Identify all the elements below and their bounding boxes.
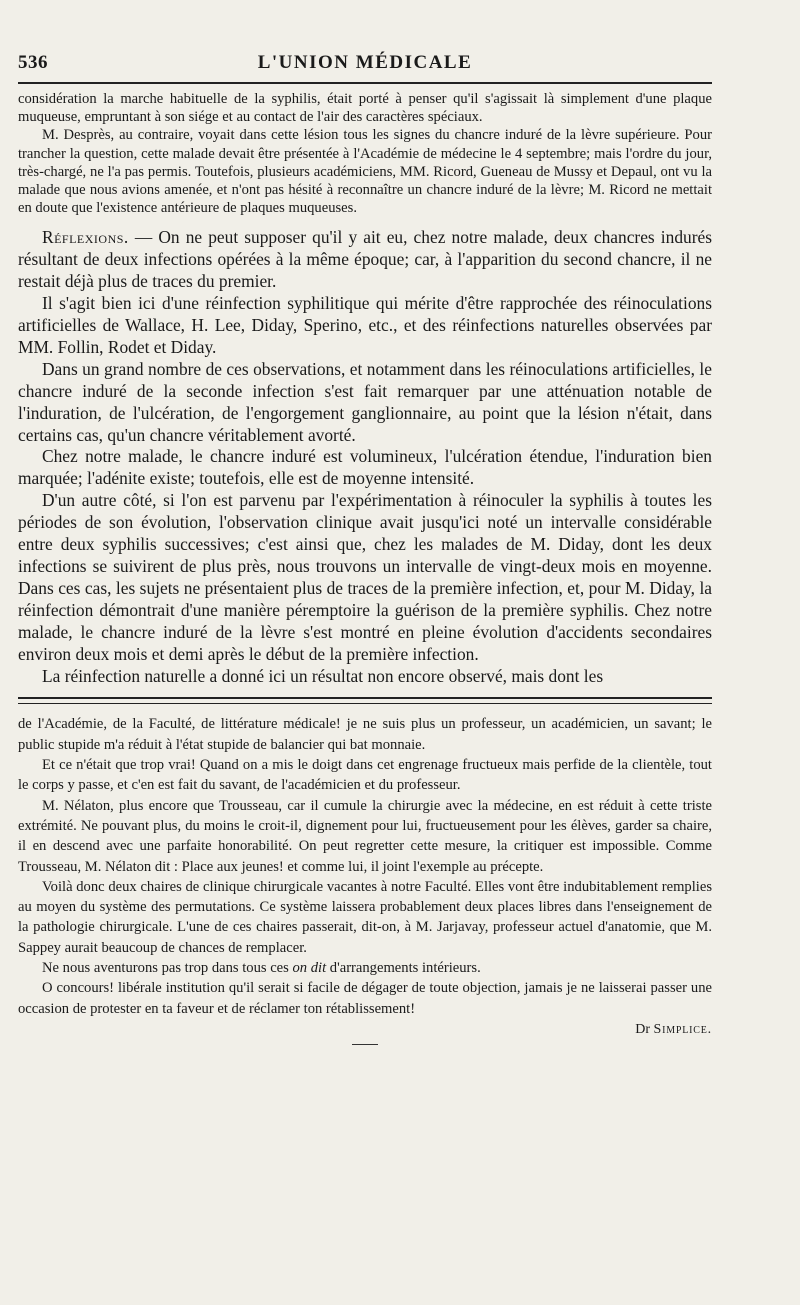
paragraph: M. Nélaton, plus encore que Trousseau, car il cumule la chirurgie avec la médecine, en est réduit à cette triste extrémité. Ne pouvant plus, du moins le croit-il, dignement pour lui, fructueusement pour les élèves, garder sa chaire, il en descend avec une parfaite honorabilité. On peut regretter cette mesure, la critiquer est impossible. Comme Trousseau, M. Nélaton dit : Place aux jeunes! et comme lui, il joint l'exemple au précepte. [18,797,712,875]
italic-phrase: on dit [292,960,327,977]
paragraph: Dans un grand nombre de ces observations, et notamment dans les réinoculations artificielles, le chancre induré de la seconde infection s'est fait remarquer par une atténuation notable de l'induration, de l'ulcération, de l'engorgement ganglionnaire, au point que la lésion n'était, dans certains cas, qu'un chancre véritablement avorté. [18,358,712,445]
paragraph: Chez notre malade, le chancre induré est volumineux, l'ulcération étendue, l'induration bien marquée; l'adénite existe; toutefois, elle est de moyenne intensité. [18,446,712,489]
newspaper-page [18,48,712,1045]
paragraph [18,958,712,978]
author-signature [18,1022,712,1038]
paragraph: Il s'agit bien ici d'une réinfection syphilitique qui mérite d'être rapprochée des réinoculations artificielles de Wallace, H. Lee, Diday, Sperino, etc., et des réinfections naturelles observées par MM. Follin, Rodet et Diday. [18,293,712,357]
case-report-continuation [18,90,712,217]
reflexions-section [18,227,712,687]
paragraph [18,227,712,293]
end-rule [352,1044,378,1045]
paragraph-text: Ne nous aventurons pas trop dans tous ces [42,960,293,977]
signature-name: Simplice. [653,1021,712,1037]
paragraph: Voilà donc deux chaires de clinique chirurgicale vacantes à notre Faculté. Elles vont être indubitablement remplies au moyen du système des permutations. Ce système laissera probablement deux places libres dans l'enseignement de la pathologie chirurgicale. L'une de ces chaires passerait, dit-on, à M. Jarjavay, professeur actuel d'anatomie, que M. Sappey aurait beaucoup de chances de remplacer. [18,878,712,956]
feuilleton-section [18,714,712,1044]
paragraph-text: — On ne peut supposer qu'il y ait eu, chez notre malade, deux chancres indurés résultant de deux infections opérées à la même époque; car, à l'apparition du second chancre, il ne restait déjà plus de traces du premier. [18,227,712,292]
feuilleton-divider [18,697,712,704]
paragraph: Et ce n'était que trop vrai! Quand on a mis le doigt dans cet engrenage fructueux mais perfide de la clientèle, tout le corps y passe, et c'en est fait du savant, de l'académicien et du professeur. [18,757,712,794]
paragraph: considération la marche habituelle de la syphilis, était porté à penser qu'il s'agissait là simplement d'une plaque muqueuse, empruntant à son siége et au contact de l'air des caractères spéciaux. [18,91,712,126]
paragraph: M. Desprès, au contraire, voyait dans cette lésion tous les signes du chancre induré de la lèvre supérieure. Pour trancher la question, cette malade devait être présentée à l'Académie de médecine le 4 septembre; mais l'ordre du jour, très-chargé, ne l'a pas permis. Toutefois, plusieurs académiciens, MM. Ricord, Gueneau de Mussy et Depaul, ont vu la malade que nous avions amenée, et n'ont pas hésité à reconnaître un chancre induré de la lèvre; M. Ricord ne mettait en doute que l'existence antérieure de plaques muqueuses. [18,127,712,217]
page-header [18,48,712,84]
journal-title: L'UNION MÉDICALE [257,52,473,73]
signature-title: Dr [635,1021,654,1037]
paragraph: O concours! libérale institution qu'il serait si facile de dégager de toute objection, jamais je ne laisserai passer une occasion de protester en ta faveur et de réclamer ton rétablissement! [18,980,712,1017]
paragraph: de l'Académie, de la Faculté, de littérature médicale! je ne suis plus un professeur, un académicien, un savant; le public stupide m'a réduit à l'état stupide de balancier qui bat monnaie. [18,716,712,753]
section-heading: Réflexions. [42,227,129,248]
paragraph: D'un autre côté, si l'on est parvenu par l'expérimentation à réinoculer la syphilis à toutes les périodes de son évolution, l'observation clinique avait jusqu'ici noté un intervalle considérable entre deux syphilis successives; c'est ainsi que, chez les malades de M. Diday, dont les deux infections se suivirent de plus près, nous trouvons un intervalle de vingt-deux mois en moyenne. Dans ces cas, les sujets ne présentaient plus de traces de la première infection, et, pour M. Diday, la réinfection démontrait d'une manière péremptoire la guérison de la première syphilis. Chez notre malade, le chancre induré de la lèvre s'est montré en pleine évolution d'accidents secondaires environ deux mois et demi après le début de la première infection. [18,490,712,664]
paragraph: La réinfection naturelle a donné ici un résultat non encore observé, mais dont les [42,665,604,686]
paragraph-text: d'arrangements intérieurs. [326,960,481,977]
page-number: 536 [18,52,48,73]
